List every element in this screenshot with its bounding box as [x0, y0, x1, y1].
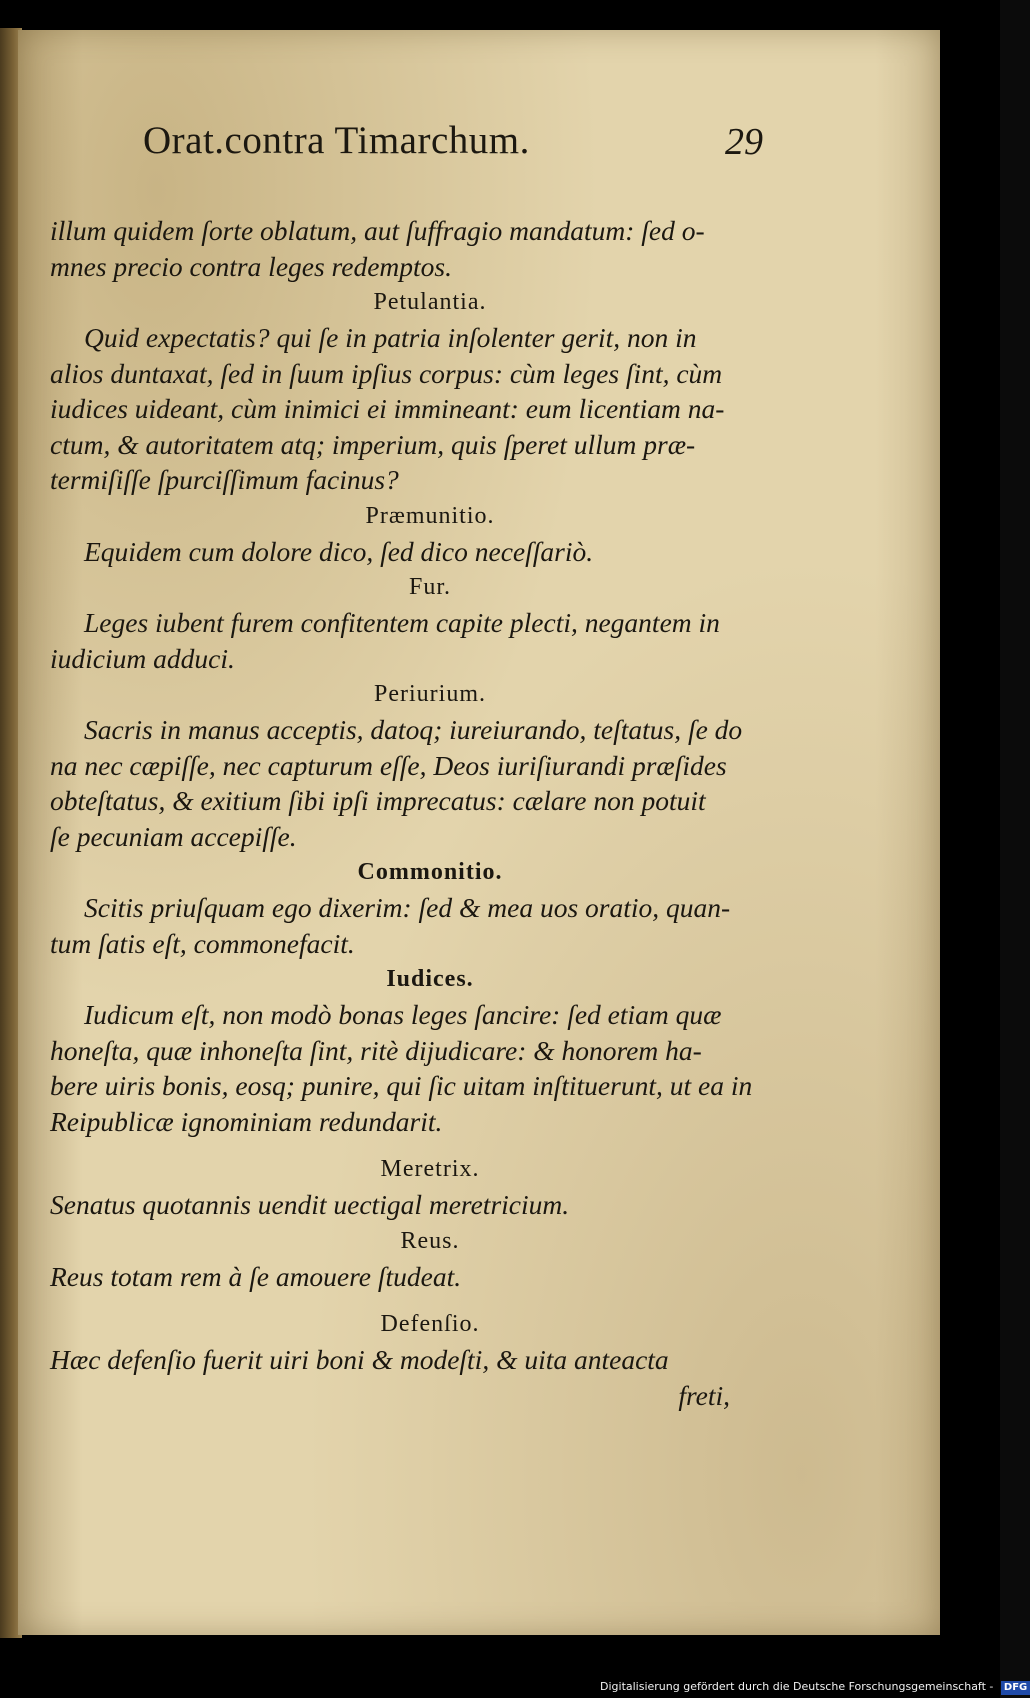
text-line: Sacris in manus acceptis, datoq; iureiurando, teſtatus, ſe do	[84, 714, 743, 745]
section-heading: Periurium.	[374, 681, 486, 707]
section-heading: Commonitio.	[357, 859, 503, 885]
page-number: 29	[725, 121, 763, 163]
text-line: bere uiris bonis, eosq; punire, qui ſic uitam inſtituerunt, ut ea in	[50, 1070, 753, 1101]
text-line: Reipublicæ ignominiam redundarit.	[50, 1105, 443, 1137]
section-heading: Præmunitio.	[365, 502, 495, 529]
page-body-text	[50, 213, 770, 1413]
text-line: honeſta, quæ inhoneſta ſint, ritè dijudicare: & honorem ha-	[50, 1034, 702, 1066]
text-line: iudicium adduci.	[50, 642, 235, 674]
line-spacer	[50, 1139, 770, 1151]
line-spacer	[50, 1294, 770, 1306]
text-line: termiſiſſe ſpurciſſimum facinus?	[50, 464, 399, 495]
section-heading: Meretrix.	[380, 1156, 480, 1182]
text-line: na nec cæpiſſe, nec capturum eſſe, Deos iuriſiurandi præſides	[50, 749, 727, 781]
section-heading: Iudices.	[386, 966, 474, 992]
catchword: freti,	[678, 1379, 730, 1411]
text-line: tum ſatis eſt, commonefacit.	[50, 927, 355, 959]
digitization-credit	[600, 1678, 1028, 1696]
text-line: Quid expectatis? qui ſe in patria inſolenter gerit, non in	[84, 322, 697, 353]
text-line: illum quidem ſorte oblatum, aut ſuffragio mandatum: ſed o-	[50, 215, 705, 246]
text-line: Equidem cum dolore dico, ſed dico neceſſariò.	[84, 535, 594, 567]
running-head-title: Orat.contra Timarchum.	[143, 119, 530, 162]
text-line: Leges iubent furem confitentem capite plecti, negantem in	[84, 607, 720, 638]
text-line: iudices uideant, cùm inimici ei immineant: eum licentiam na-	[50, 393, 725, 424]
text-line: mnes precio contra leges redemptos.	[50, 250, 452, 282]
section-heading: Defenſio.	[380, 1311, 480, 1337]
text-line: Senatus quotannis uendit uectigal meretricium.	[50, 1189, 570, 1220]
running-head	[143, 118, 763, 178]
text-line: ctum, & autoritatem atq; imperium, quis ſperet ullum præ-	[50, 428, 696, 460]
text-line: Reus totam rem à ſe amouere ſtudeat.	[50, 1260, 462, 1292]
section-heading: Fur.	[408, 574, 451, 600]
text-line: Hæc defenſio fuerit uiri boni & modeſti, & uita anteacta	[50, 1344, 669, 1375]
credit-text: Digitalisierung gefördert durch die Deutsche Forschungsgemeinschaft -	[600, 1680, 994, 1693]
text-line: obteſtatus, & exitium ſibi ipſi imprecatus: cælare non potuit	[50, 785, 706, 816]
section-heading: Reus.	[400, 1227, 460, 1254]
text-line: Iudicum eſt, non modò bonas leges ſancire: ſed etiam quæ	[84, 999, 722, 1030]
dfg-logo: DFG	[1001, 1681, 1030, 1695]
section-heading: Petulantia.	[373, 289, 487, 315]
text-line: ſe pecuniam accepiſſe.	[50, 820, 297, 852]
book-page	[18, 30, 940, 1635]
text-line: alios duntaxat, ſed in ſuum ipſius corpus: cùm leges ſint, cùm	[50, 357, 723, 389]
text-line: Scitis priuſquam ego dixerim: ſed & mea uos oratio, quan-	[84, 892, 731, 923]
